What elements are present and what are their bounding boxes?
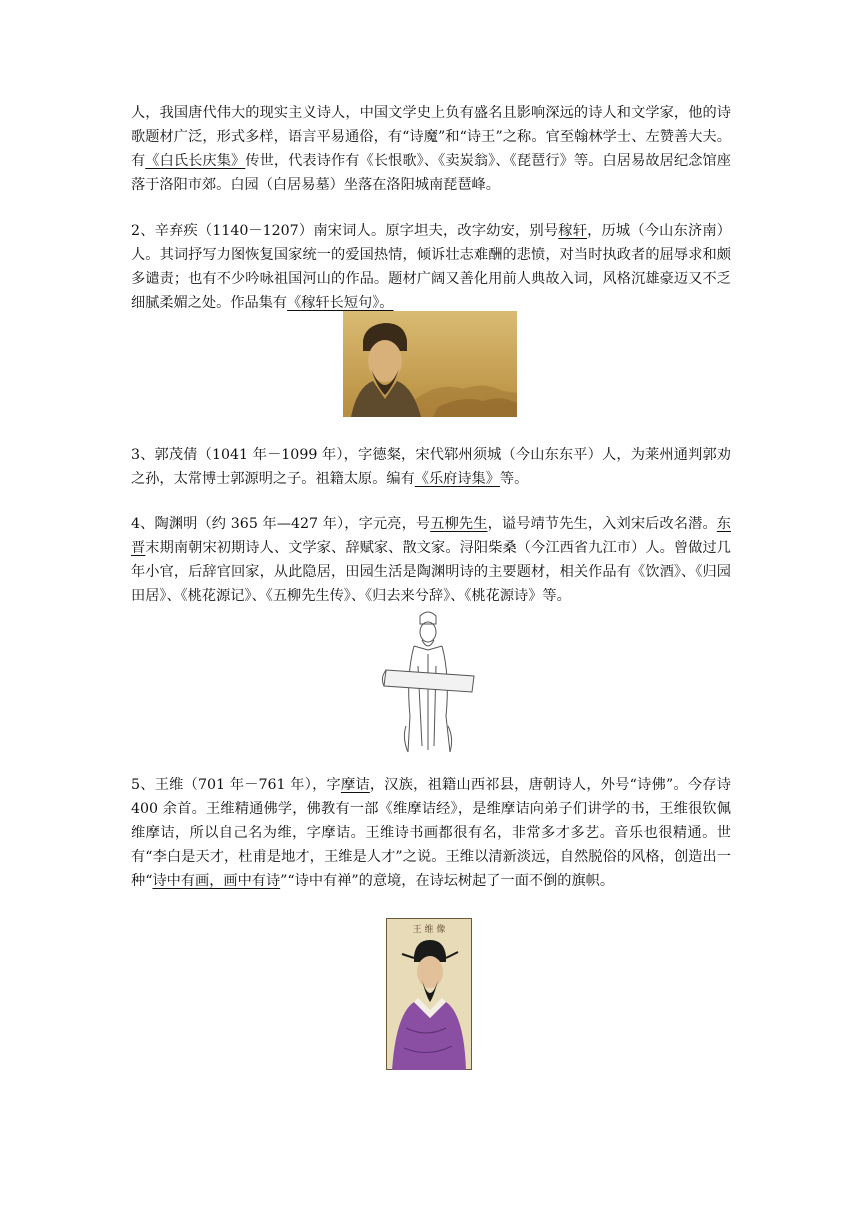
underlined-term: 《乐府诗集》 xyxy=(414,471,500,487)
paragraph-text: ”“诗中有禅”的意境，在诗坛树起了一面不倒的旗帜。 xyxy=(280,873,615,889)
paragraph-text: 末期南朝宋初期诗人、文学家、辞赋家、散文家。浔阳柴桑（今江西省九江市）人。曾做过几年小官，后辞官回家，从此隐居，田园生活是陶渊明诗的主要题材，相关作品有《饮酒》、《归园田居》、《桃花源记》、《五柳先生传》、《归去来兮辞》、《桃花源诗》等。 xyxy=(131,540,731,604)
paragraph-text: ，历城（今山东济南）人。其词抒写力图恢复国家统一的爱国热情，倾诉壮志难酬的悲愤，对当时执政者的屈辱求和颇多谴责；也有不少吟咏祖国河山的作品。题材广阔又善化用前人典故入词，风格沉雄豪迈又不乏细腻柔媚之处。作品集有 xyxy=(131,223,731,311)
paragraph-guo-maoqian xyxy=(131,443,731,491)
paragraph-text: 5、王维（701 年－761 年），字 xyxy=(131,777,341,793)
inscription-text: 王 维 像 xyxy=(412,925,446,935)
paragraph-text: 3、郭茂倩（1041 年－1099 年），字德粲，宋代郓州须城（今山东东平）人，为莱州通判郭劝之孙，太常博士郭源明之子。祖籍太原。编有 xyxy=(131,447,731,487)
paragraph-text: 等。 xyxy=(499,471,529,487)
paragraph-text: 4、陶渊明（约 365 年—427 年），字元亮，号 xyxy=(131,516,431,532)
portrait-wang-wei-icon xyxy=(386,918,472,1070)
portrait-xin-qiji-image xyxy=(343,311,517,417)
paragraph-text: 传世，代表诗作有《长恨歌》、《卖炭翁》、《琵琶行》等。白居易故居纪念馆座落于洛阳市郊。白园（白居易墓）坐落在洛阳城南琵琶峰。 xyxy=(131,153,731,193)
paragraph-xin-qiji xyxy=(131,219,731,315)
paragraph-bai-juyi xyxy=(131,101,731,197)
line-drawing-tao-yuanming-icon xyxy=(378,606,482,754)
portrait-wang-wei-image xyxy=(386,918,472,1070)
underlined-term: 《白氏长庆集》 xyxy=(145,153,246,169)
paragraph-text: ，谥号靖节先生，入刘宋后改名潜。 xyxy=(487,516,717,532)
portrait-xin-qiji-icon xyxy=(343,311,517,417)
underlined-term: 五柳先生 xyxy=(430,516,488,532)
paragraph-tao-yuanming xyxy=(131,512,731,608)
paragraph-wang-wei xyxy=(131,773,731,893)
underlined-term: 摩诘 xyxy=(340,777,370,793)
underlined-term: 诗中有画，画中有诗 xyxy=(152,873,281,889)
underlined-term: 东晋 xyxy=(131,516,731,556)
underlined-term: 稼轩 xyxy=(558,223,588,239)
paragraph-text: ，汉族，祖籍山西祁县，唐朝诗人，外号“诗佛”。今存诗 400 余首。王维精通佛学，佛教有一部《维摩诘经》，是维摩诘向弟子们讲学的书，王维很钦佩维摩诘，所以自己名为维，字摩诘。王维诗书画都很有名，非常多才多艺。音乐也很精通。世有“李白是天才，杜甫是地才，王维是人才”之说。王维以清新淡远，自然脱俗的风格，创造出一种“ xyxy=(131,777,731,889)
paragraph-text: 人，我国唐代伟大的现实主义诗人，中国文学史上负有盛名且影响深远的诗人和文学家，他的诗歌题材广泛，形式多样，语言平易通俗，有“诗魔”和“诗王”之称。官至翰林学士、左赞善大夫。有 xyxy=(131,105,731,169)
line-drawing-tao-yuanming-image xyxy=(378,606,482,754)
paragraph-text: 2、辛弃疾（1140－1207）南宋词人。原字坦夫，改字幼安，别号 xyxy=(131,223,559,239)
underlined-term: 《稼轩长短句》。 xyxy=(287,295,394,311)
